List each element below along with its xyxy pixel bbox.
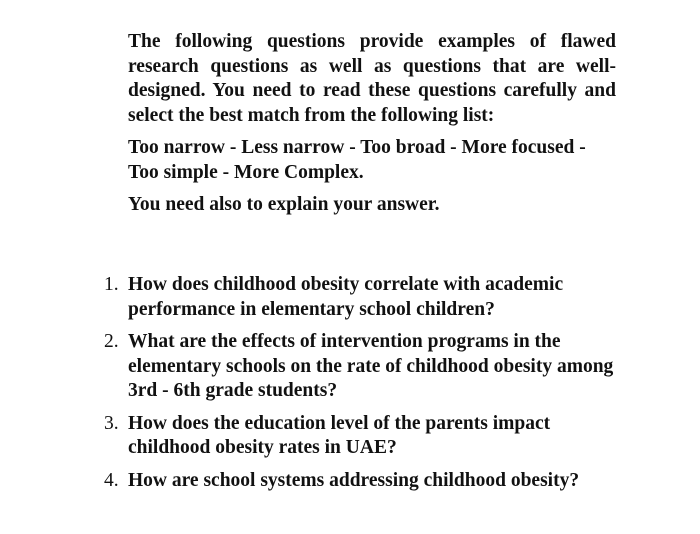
question-list	[104, 273, 614, 501]
question-number: 2.	[104, 331, 119, 352]
explain-instruction: You need also to explain your answer.	[128, 194, 440, 215]
question-text: How does the education level of the parents impact childhood obesity rates in UAE?	[128, 412, 551, 458]
question-item	[104, 273, 614, 322]
question-text: How are school systems addressing childhood obesity?	[128, 469, 580, 491]
instructions-block	[128, 30, 616, 218]
instructions-paragraph: The following questions provide examples of flawed research questions as well as questions that are well-designed. You need to read these questions carefully and select the best match from the following list:	[128, 31, 616, 126]
question-number: 1.	[104, 274, 119, 295]
question-number: 4.	[104, 469, 119, 491]
answer-options-list: Too narrow - Less narrow - Too broad - More focused - Too simple - More Complex.	[128, 137, 586, 183]
question-number: 3.	[104, 412, 119, 434]
question-text: How does childhood obesity correlate with academic performance in elementary school children?	[128, 274, 564, 320]
question-item	[104, 469, 614, 494]
question-text: What are the effects of intervention programs in the elementary schools on the rate of childhood obesity among 3rd - 6th grade students?	[128, 331, 614, 401]
question-item	[104, 412, 614, 461]
question-item	[104, 330, 614, 404]
